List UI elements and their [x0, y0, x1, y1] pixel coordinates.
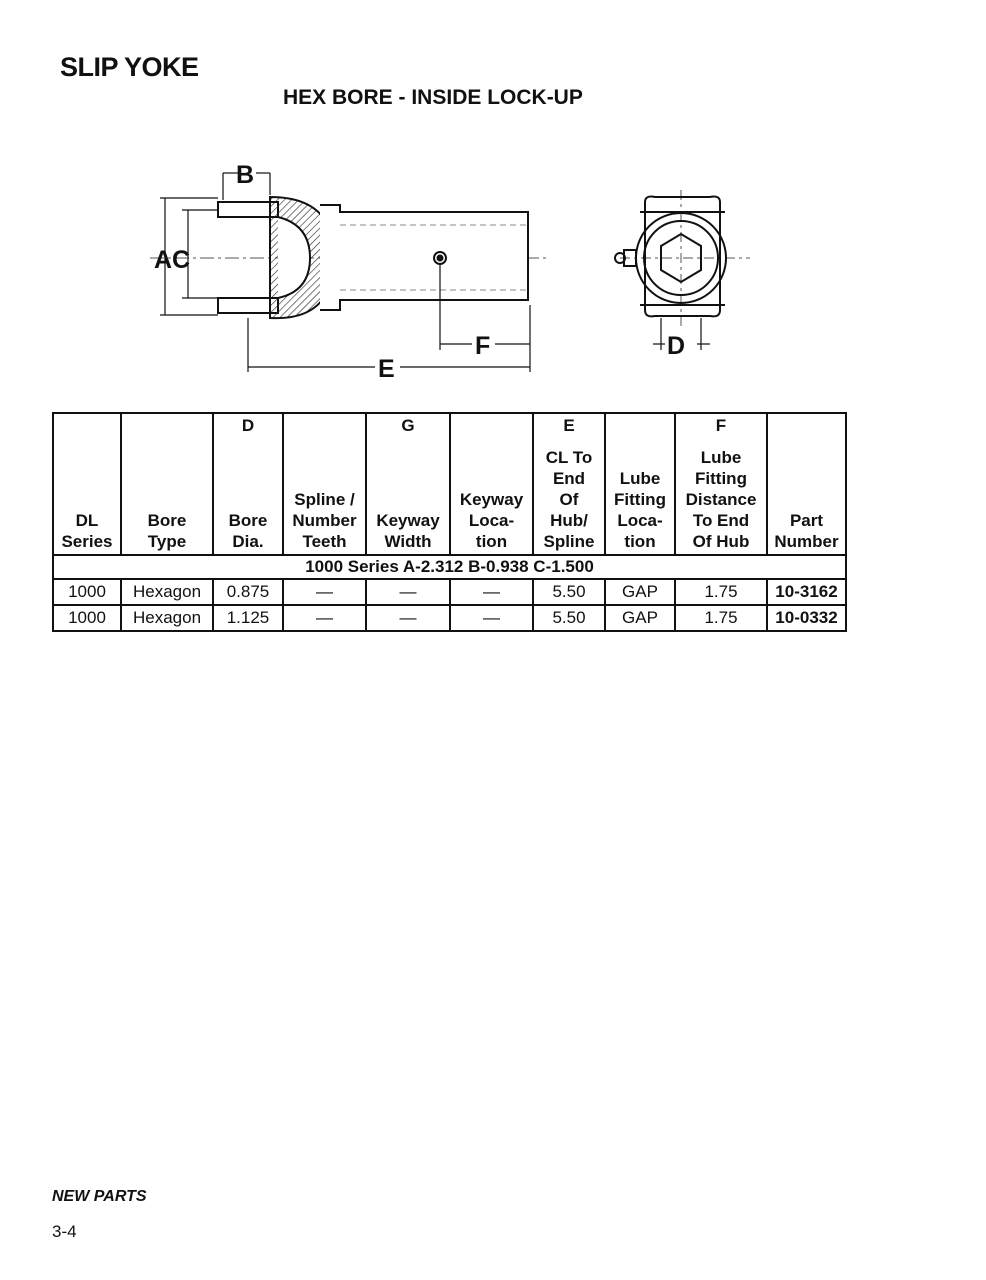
end-view — [615, 190, 750, 350]
cell-bore-type: Hexagon — [121, 579, 213, 605]
yoke-shaft — [320, 205, 528, 310]
letter-cell — [450, 413, 533, 442]
cell-part-number: 10-0332 — [767, 605, 846, 631]
col-spline-teeth: Spline / Number Teeth — [283, 442, 366, 555]
letter-cell: D — [213, 413, 283, 442]
cell-lube-distance: 1.75 — [675, 605, 767, 631]
slip-yoke-spec-table — [52, 412, 847, 632]
col-cl-to-end: CL To End Of Hub/ Spline — [533, 442, 605, 555]
cell-cl-to-end: 5.50 — [533, 605, 605, 631]
dim-label-d: D — [667, 332, 686, 360]
col-bore-type: Bore Type — [121, 442, 213, 555]
cell-spline: — — [283, 605, 366, 631]
cell-lube-distance: 1.75 — [675, 579, 767, 605]
col-dl-series: DL Series — [53, 442, 121, 555]
side-view — [150, 197, 550, 318]
letter-cell — [605, 413, 675, 442]
cell-cl-to-end: 5.50 — [533, 579, 605, 605]
dim-label-b: B — [236, 161, 255, 189]
page-title: SLIP YOKE — [60, 52, 199, 82]
cell-keyway-location: — — [450, 579, 533, 605]
series-heading-row — [53, 555, 846, 579]
letter-cell: G — [366, 413, 450, 442]
dim-label-e: E — [378, 355, 395, 383]
col-lube-location: Lube Fitting Loca- tion — [605, 442, 675, 555]
column-header-row — [53, 442, 846, 555]
cell-bore-dia: 0.875 — [213, 579, 283, 605]
cell-bore-type: Hexagon — [121, 605, 213, 631]
page-number: 3-4 — [52, 1222, 77, 1241]
cell-lube-location: GAP — [605, 605, 675, 631]
cell-keyway-width: — — [366, 605, 450, 631]
cell-series: 1000 — [53, 605, 121, 631]
dimension-letter-row — [53, 413, 846, 442]
letter-cell — [283, 413, 366, 442]
col-keyway-width: Keyway Width — [366, 442, 450, 555]
footer-new-parts: NEW PARTS — [52, 1188, 147, 1205]
col-keyway-location: Keyway Loca- tion — [450, 442, 533, 555]
cell-bore-dia: 1.125 — [213, 605, 283, 631]
table-row — [53, 605, 846, 631]
table-row — [53, 579, 846, 605]
dim-label-ac: AC — [154, 246, 191, 274]
cell-lube-location: GAP — [605, 579, 675, 605]
col-part-number: Part Number — [767, 442, 846, 555]
letter-cell: F — [675, 413, 767, 442]
page-subtitle: HEX BORE - INSIDE LOCK-UP — [283, 86, 583, 109]
letter-cell — [121, 413, 213, 442]
cell-spline: — — [283, 579, 366, 605]
cell-part-number: 10-3162 — [767, 579, 846, 605]
slip-yoke-technical-drawing — [150, 150, 750, 390]
col-bore-dia: Bore Dia. — [213, 442, 283, 555]
cell-series: 1000 — [53, 579, 121, 605]
cell-keyway-location: — — [450, 605, 533, 631]
letter-cell: E — [533, 413, 605, 442]
letter-cell — [767, 413, 846, 442]
dim-label-f: F — [475, 332, 491, 360]
cell-keyway-width: — — [366, 579, 450, 605]
letter-cell — [53, 413, 121, 442]
col-lube-distance: Lube Fitting Distance To End Of Hub — [675, 442, 767, 555]
series-heading: 1000 Series A-2.312 B-0.938 C-1.500 — [53, 555, 846, 579]
